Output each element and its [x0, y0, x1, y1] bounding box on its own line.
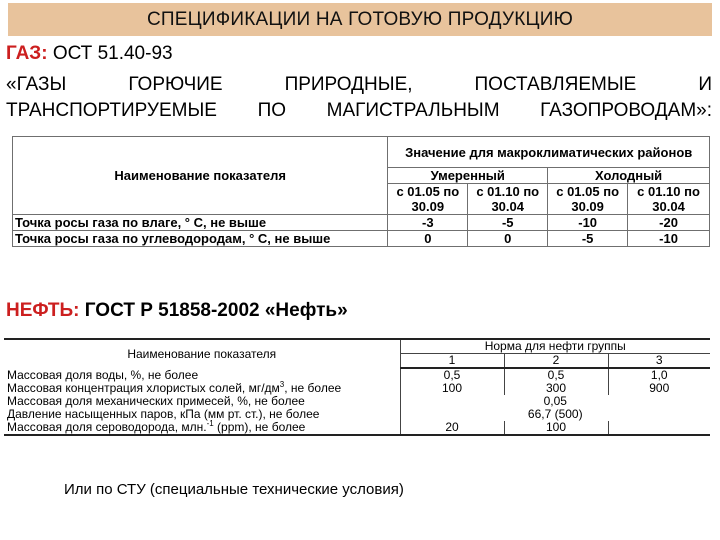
gas-description-line1: «ГАЗЫ ГОРЮЧИЕ ПРИРОДНЫЕ, ПОСТАВЛЯЕМЫЕ И: [6, 74, 712, 95]
gas-heading: [6, 43, 173, 65]
oil-row-name-suffix: , не более: [284, 381, 342, 395]
gas-period-cell: с 01.10 по 30.04: [468, 184, 548, 215]
oil-name-header: Наименование показателя: [4, 339, 400, 368]
oil-row-name: Массовая доля воды, %, не более: [4, 368, 400, 382]
footnote: Или по СТУ (специальные технические условия): [64, 481, 404, 498]
oil-cell: 100: [400, 382, 504, 395]
oil-cell: [608, 421, 710, 435]
table-row: [4, 368, 710, 382]
gas-cell: -20: [628, 215, 710, 231]
gas-standard: ОСТ 51.40-93: [52, 43, 173, 64]
gas-name-header: Наименование показателя: [13, 137, 388, 215]
oil-cell: 900: [649, 381, 670, 395]
oil-merged-cell: 66,7 (500): [527, 407, 583, 421]
gas-cell: -5: [548, 231, 628, 247]
gas-period-cell: с 01.10 по 30.04: [628, 184, 710, 215]
oil-cell: 300: [504, 382, 608, 395]
oil-row-sup: 3: [279, 380, 285, 389]
oil-row-sup: -1: [206, 419, 214, 428]
gas-cell: -3: [388, 215, 468, 231]
table-row: [13, 215, 710, 231]
gas-row-name: Точка росы газа по углеводородам, ° С, не выше: [13, 231, 388, 247]
page-title-text: СПЕЦИФИКАЦИИ НА ГОТОВУЮ ПРОДУКЦИЮ: [146, 8, 574, 30]
oil-standard: ГОСТ Р 51858-2002 «Нефть»: [84, 300, 348, 321]
oil-merged-cell: 0,05: [543, 394, 567, 408]
oil-group-number: 3: [608, 354, 710, 369]
oil-cell: 0,5: [400, 368, 504, 382]
oil-row-name-suffix: (ppm), не более: [213, 420, 306, 434]
oil-cell: 1,0: [650, 368, 668, 382]
oil-heading: [6, 300, 348, 322]
gas-cell: 0: [468, 231, 548, 247]
gas-cell: -10: [628, 231, 710, 247]
gas-description-line2: ТРАНСПОРТИРУЕМЫЕ ПО МАГИСТРАЛЬНЫМ ГАЗОПРОВОДАМ»:: [6, 100, 712, 121]
gas-zone-cold: Холодный: [548, 168, 710, 184]
gas-cell: -5: [468, 215, 548, 231]
page-title: [8, 3, 712, 36]
oil-cell: 0,5: [504, 368, 608, 382]
gas-row-name: Точка росы газа по влаге, ° С, не выше: [13, 215, 388, 231]
gas-cell: 0: [388, 231, 468, 247]
oil-row-name-text: Массовая концентрация хлористых солей, мг/дм: [7, 381, 280, 395]
gas-period-cell: с 01.05 по 30.09: [548, 184, 628, 215]
gas-label: ГАЗ:: [6, 43, 48, 64]
gas-value-header: Значение для макроклиматических районов: [388, 137, 710, 168]
gas-cell: -10: [548, 215, 628, 231]
oil-group-number: 1: [400, 354, 504, 369]
oil-label: НЕФТЬ:: [6, 300, 80, 321]
oil-row-name: [4, 421, 400, 435]
oil-row-name: Массовая доля механических примесей, %, не более: [4, 395, 400, 408]
oil-cell: 20: [400, 421, 504, 435]
gas-zone-moderate: Умеренный: [388, 168, 548, 184]
oil-spec-table: [4, 338, 710, 436]
oil-row-name: Давление насыщенных паров, кПа (мм рт. ст.), не более: [4, 408, 400, 421]
oil-group-header: Норма для нефти группы: [400, 339, 710, 354]
oil-group-number: 2: [504, 354, 608, 369]
table-row: [4, 421, 710, 435]
gas-spec-table: [12, 136, 710, 247]
table-row: [13, 231, 710, 247]
oil-row-name-text: Массовая доля сероводорода, млн.: [7, 420, 207, 434]
oil-cell: 100: [504, 421, 608, 435]
gas-description: [6, 72, 712, 124]
gas-period-cell: с 01.05 по 30.09: [388, 184, 468, 215]
